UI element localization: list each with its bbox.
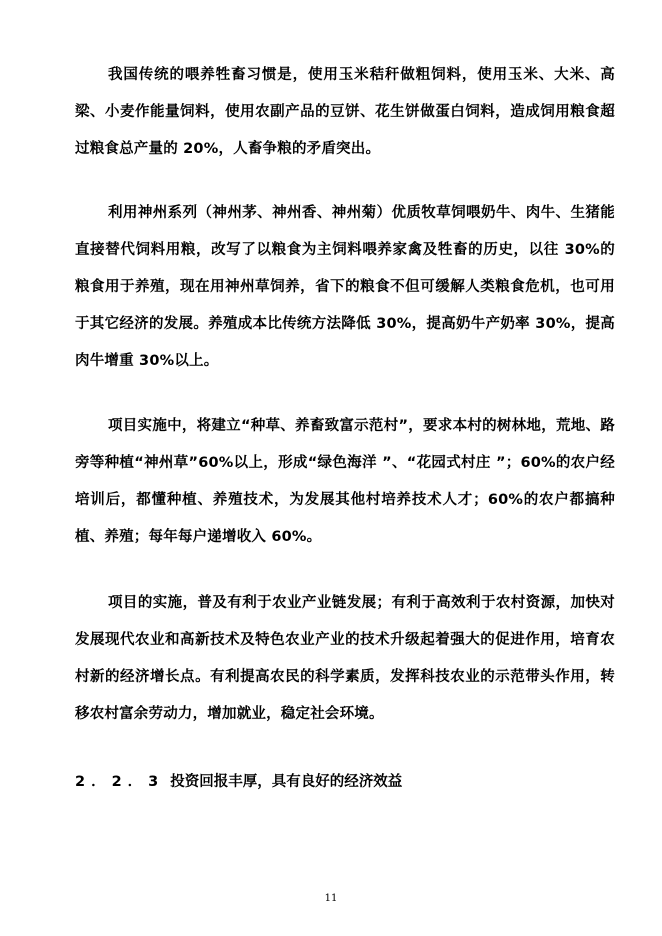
paragraph-shenzhou-grass: 利用神州系列（神州茅、神州香、神州菊）优质牧草饲喂奶牛、肉牛、生猪能直接替代饲料用粮，改写了以粮食为主饲料喂养家禽及牲畜的历史，以往 30%的粮食用于养殖，现在用神州草饲养，省下的粮食不但可缓解人类粮食危机，也可用于其它经济的发展。养殖成本比传统方法降低 30%，提高奶牛产奶率 30%，提高肉牛增重 30%以上。 (75, 205, 615, 369)
section-title: 投资回报丰厚，具有良好的经济效益 (170, 774, 403, 790)
paragraph-project-benefits: 项目的实施，普及有利于农业产业链发展；有利于高效利于农村资源，加快对发展现代农业和高新技术及特色农业产业的技术升级起着强大的促进作用，培育农村新的经济增长点。有利提高农民的科学素质，发挥科技农业的示范带头作用，转移农村富余劳动力，增加就业，稳定社会环境。 (75, 595, 615, 722)
section-heading (75, 764, 402, 801)
section-number: 2．2．3 (75, 774, 165, 790)
page-number: 11 (324, 893, 338, 904)
paragraph-feed-habits: 我国传统的喂养牲畜习惯是，使用玉米秸秆做粗饲料，使用玉米、大米、高梁、小麦作能量饲料，使用农副产品的豆饼、花生饼做蛋白饲料，造成饲用粮食超过粮食总产量的 20%，人畜争粮的矛盾突出。 (75, 67, 615, 157)
paragraph-demo-village: 项目实施中，将建立“种草、养畜致富示范村”，要求本村的树林地，荒地、路旁等种植“神州草”60%以上，形成“绿色海洋 ”、“花园式村庄 ”；60%的农户经培训后，都懂种植、养殖技术，为发展其他村培养技术人才；60%的农户都搞种植、养殖；每年每户递增收入 60%。 (75, 418, 615, 545)
